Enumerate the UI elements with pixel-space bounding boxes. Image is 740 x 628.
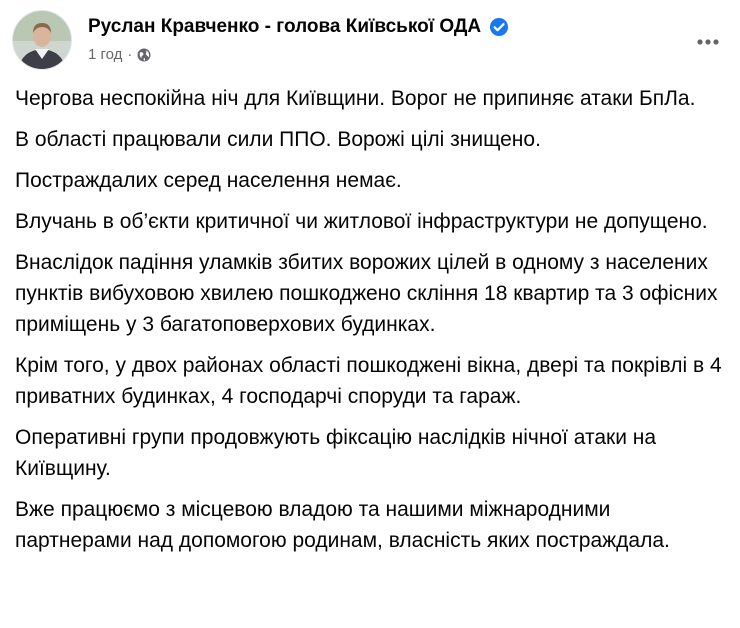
post-paragraph: Крім того, у двох районах області пошкоджені вікна, двері та покрівлі в 4 приватних будинках, 4 господарчі споруди та гараж. [15,354,722,408]
more-options-icon [696,38,720,46]
post-paragraph: Внаслідок падіння уламків збитих ворожих цілей в одному з населених пунктів вибуховою хвилею пошкоджено скління 18 квартир та 3 офісних приміщень у 3 багатоповерхових будинках. [15,251,718,336]
post-header [12,10,726,72]
post-paragraph: Чергова неспокійна ніч для Київщини. Ворог не припиняє атаки БпЛа. [15,87,696,110]
post-paragraph: Оперативні групи продовжують фіксацію наслідків нічної атаки на Київщину. [15,426,657,480]
post-paragraph: Вже працюємо з місцевою владою та нашими міжнародними партнерами над допомогою родинам, власність яких постраждала. [15,498,670,552]
post-paragraph: Постраждалих серед населення немає. [15,169,402,192]
author-name: Руслан Кравченко - голова Київської ОДА [88,16,482,37]
post-timestamp[interactable]: 1 год [88,46,123,63]
author-name-link[interactable] [88,15,509,39]
verified-badge-icon [489,17,509,37]
avatar[interactable] [12,10,72,70]
post-paragraph: Влучань в об’єкти критичної чи житлової інфраструктури не допущено. [15,210,708,233]
meta-separator: · [127,46,133,63]
post-paragraph: В області працювали сили ППО. Ворожі цілі знищено. [15,128,541,151]
post-meta [88,46,151,63]
globe-icon[interactable] [137,48,151,62]
more-options-button[interactable] [690,24,726,60]
profile-photo [13,11,71,69]
post-text [15,83,731,566]
